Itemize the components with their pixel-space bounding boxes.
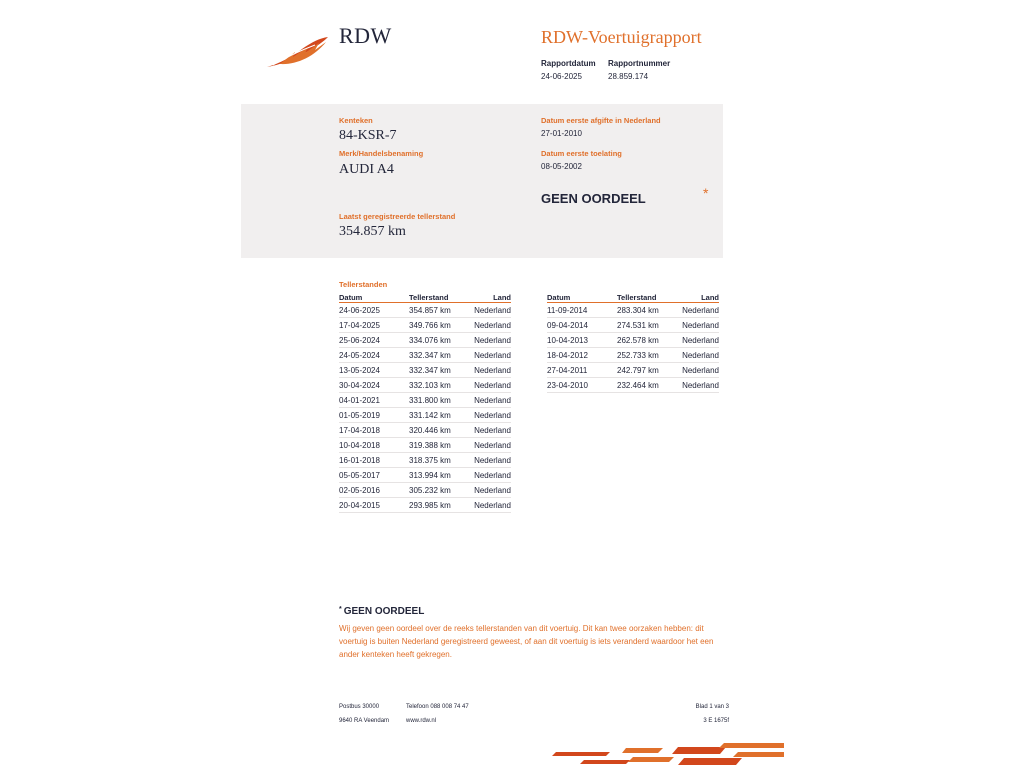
- footer-website-link[interactable]: www.rdw.nl: [406, 718, 437, 724]
- date-column-header: Datum: [339, 292, 409, 303]
- reading-date: 11-09-2014: [547, 303, 617, 318]
- reading-country: Nederland: [681, 378, 719, 393]
- reading-odometer: 332.347 km: [409, 363, 473, 378]
- reading-odometer: 349.766 km: [409, 318, 473, 333]
- reading-date: 10-04-2018: [339, 438, 409, 453]
- reading-country: Nederland: [473, 348, 511, 363]
- table-row: [547, 378, 719, 393]
- reading-odometer: 262.578 km: [617, 333, 681, 348]
- reading-date: 17-04-2025: [339, 318, 409, 333]
- vehicle-panel-corner: [241, 247, 301, 258]
- reading-date: 24-06-2025: [339, 303, 409, 318]
- table-row: [339, 498, 511, 513]
- reading-country: Nederland: [681, 303, 719, 318]
- table-row: [547, 363, 719, 378]
- brand-title: RDW: [339, 23, 392, 48]
- report-number-value: 28.859.174: [608, 72, 649, 81]
- reading-country: Nederland: [681, 333, 719, 348]
- reading-date: 17-04-2018: [339, 423, 409, 438]
- reading-odometer: 313.994 km: [409, 468, 473, 483]
- reading-odometer: 331.142 km: [409, 408, 473, 423]
- reading-odometer: 293.985 km: [409, 498, 473, 513]
- reading-date: 24-05-2024: [339, 348, 409, 363]
- reading-odometer: 354.857 km: [409, 303, 473, 318]
- reading-date: 05-05-2017: [339, 468, 409, 483]
- table-row: [339, 348, 511, 363]
- reading-date: 23-04-2010: [547, 378, 617, 393]
- table-row: [339, 423, 511, 438]
- reading-country: Nederland: [681, 348, 719, 363]
- reading-country: Nederland: [473, 498, 511, 513]
- reading-odometer: 283.304 km: [617, 303, 681, 318]
- last-reading-label: Laatst geregistreerde tellerstand: [339, 212, 456, 221]
- rdw-stripes-graphic-icon: [548, 742, 784, 768]
- readings-table-right: [547, 292, 719, 393]
- reading-odometer: 274.531 km: [617, 318, 681, 333]
- table-row: [339, 483, 511, 498]
- odometer-column-header: Tellerstand: [409, 292, 473, 303]
- table-row: [339, 453, 511, 468]
- table-row: [339, 378, 511, 393]
- reading-date: 25-06-2024: [339, 333, 409, 348]
- reading-date: 18-04-2012: [547, 348, 617, 363]
- date-column-header: Datum: [547, 292, 617, 303]
- reading-odometer: 319.388 km: [409, 438, 473, 453]
- last-reading-value: 354.857 km: [339, 224, 406, 239]
- table-row: [339, 393, 511, 408]
- rdw-feather-logo-icon: [265, 34, 333, 70]
- reading-odometer: 332.347 km: [409, 348, 473, 363]
- reading-date: 01-05-2019: [339, 408, 409, 423]
- verdict-value: GEEN OORDEEL: [541, 191, 646, 206]
- table-row: [547, 348, 719, 363]
- reading-date: 27-04-2011: [547, 363, 617, 378]
- odometer-column-header: Tellerstand: [617, 292, 681, 303]
- reading-odometer: 318.375 km: [409, 453, 473, 468]
- report-number-label: Rapportnummer: [608, 59, 671, 68]
- reading-odometer: 252.733 km: [617, 348, 681, 363]
- reading-date: 30-04-2024: [339, 378, 409, 393]
- readings-title: Tellerstanden: [339, 280, 388, 289]
- readings-header-row: [547, 292, 719, 303]
- reading-date: 02-05-2016: [339, 483, 409, 498]
- vehicle-summary-panel: [241, 104, 723, 258]
- reading-country: Nederland: [473, 438, 511, 453]
- plate-label: Kenteken: [339, 116, 373, 125]
- table-row: [339, 333, 511, 348]
- reading-odometer: 332.103 km: [409, 378, 473, 393]
- reading-country: Nederland: [473, 333, 511, 348]
- report-date-label: Rapportdatum: [541, 59, 596, 68]
- reading-date: 10-04-2013: [547, 333, 617, 348]
- note-marker: *: [339, 606, 342, 613]
- reading-country: Nederland: [473, 363, 511, 378]
- reading-country: Nederland: [473, 483, 511, 498]
- table-row: [547, 318, 719, 333]
- reading-country: Nederland: [473, 468, 511, 483]
- table-row: [339, 318, 511, 333]
- reading-country: Nederland: [473, 393, 511, 408]
- reading-country: Nederland: [473, 423, 511, 438]
- make-label: Merk/Handelsbenaming: [339, 149, 424, 158]
- table-row: [339, 303, 511, 318]
- table-row: [339, 468, 511, 483]
- country-column-header: Land: [681, 292, 719, 303]
- footer-address-line2: 9640 RA Veendam: [339, 718, 390, 724]
- reading-odometer: 232.464 km: [617, 378, 681, 393]
- footer-phone: Telefoon 088 008 74 47: [406, 704, 469, 710]
- table-row: [339, 363, 511, 378]
- reading-odometer: 331.800 km: [409, 393, 473, 408]
- table-row: [547, 333, 719, 348]
- verdict-marker: *: [703, 185, 709, 201]
- first-admission-value: 08-05-2002: [541, 162, 582, 171]
- reading-odometer: 320.446 km: [409, 423, 473, 438]
- reading-country: Nederland: [473, 378, 511, 393]
- readings-header-row: [339, 292, 511, 303]
- country-column-header: Land: [473, 292, 511, 303]
- table-row: [547, 303, 719, 318]
- readings-table-left: [339, 292, 511, 513]
- reading-date: 13-05-2024: [339, 363, 409, 378]
- report-title: RDW-Voertuigrapport: [541, 27, 702, 47]
- reading-country: Nederland: [473, 318, 511, 333]
- note-title: [339, 606, 424, 617]
- reading-country: Nederland: [681, 363, 719, 378]
- reading-date: 04-01-2021: [339, 393, 409, 408]
- reading-country: Nederland: [473, 303, 511, 318]
- reading-odometer: 305.232 km: [409, 483, 473, 498]
- reading-odometer: 242.797 km: [617, 363, 681, 378]
- note-title-text: GEEN OORDEEL: [343, 606, 425, 617]
- report-date-value: 24-06-2025: [541, 72, 582, 81]
- first-admission-label: Datum eerste toelating: [541, 149, 622, 158]
- footer-page-number: Blad 1 van 3: [695, 704, 729, 710]
- reading-country: Nederland: [681, 318, 719, 333]
- reading-date: 16-01-2018: [339, 453, 409, 468]
- first-nl-label: Datum eerste afgifte in Nederland: [541, 116, 661, 125]
- footer-document-code: 3 E 1675f: [703, 718, 729, 724]
- table-row: [339, 438, 511, 453]
- reading-country: Nederland: [473, 453, 511, 468]
- reading-date: 20-04-2015: [339, 498, 409, 513]
- reading-date: 09-04-2014: [547, 318, 617, 333]
- reading-odometer: 334.076 km: [409, 333, 473, 348]
- plate-value: 84-KSR-7: [339, 128, 397, 143]
- table-row: [339, 408, 511, 423]
- footer-address-line1: Postbus 30000: [339, 704, 380, 710]
- note-text: Wij geven geen oordeel over de reeks tellerstanden van dit voertuig. Dit kan twee oorzaken hebben: dit voertuig is buiten Nederland geregistreerd geweest, of aan dit voertuig is iets veranderd waardoor het een ander kenteken heeft gekregen.: [339, 624, 714, 659]
- reading-country: Nederland: [473, 408, 511, 423]
- first-nl-value: 27-01-2010: [541, 129, 582, 138]
- make-value: AUDI A4: [339, 162, 394, 177]
